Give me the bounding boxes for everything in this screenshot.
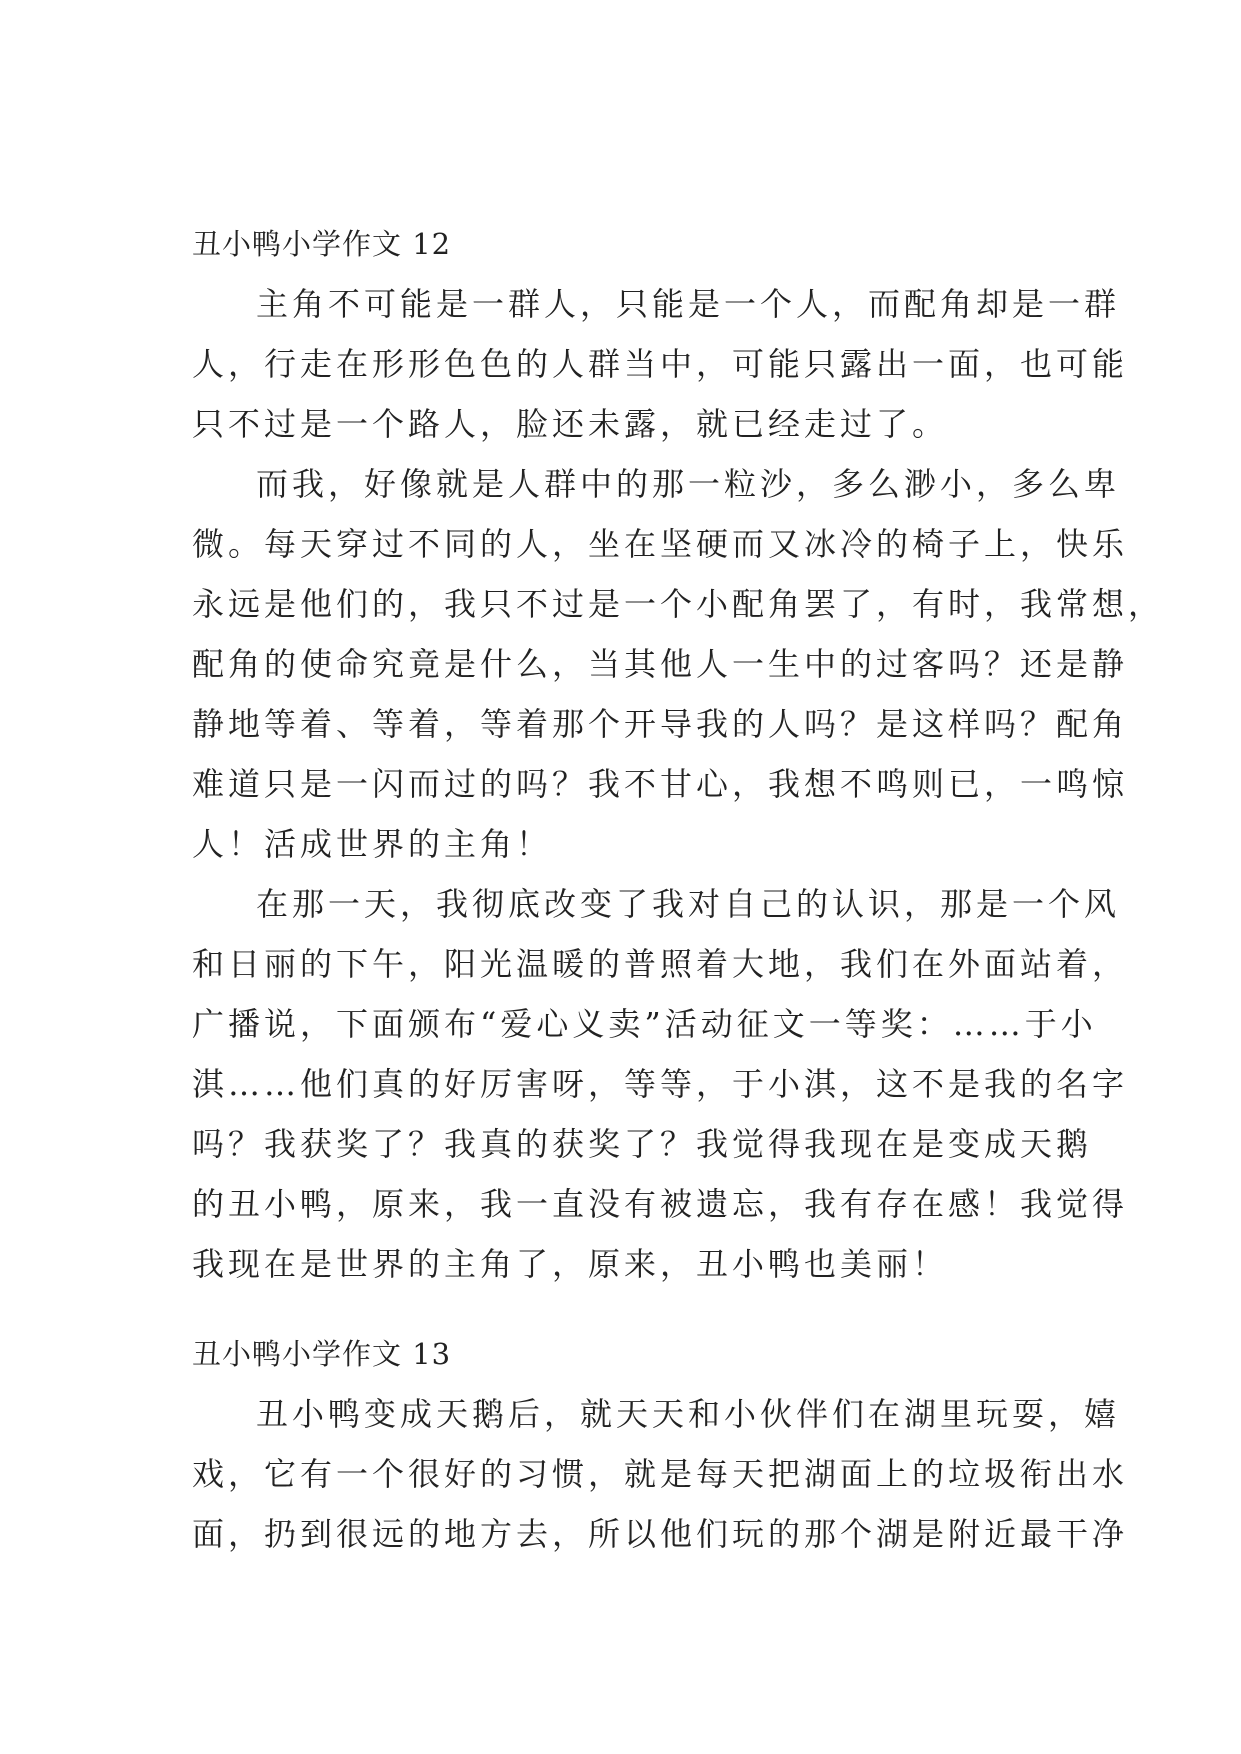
text-line: 淇……他们真的好厉害呀，等等，于小淇，这不是我的名字 <box>192 1065 1129 1103</box>
paragraph <box>192 1384 1129 1564</box>
text-line: 在那一天，我彻底改变了我对自己的认识，那是一个风 <box>256 885 1121 923</box>
paragraph <box>192 874 1129 1294</box>
text-line: 吗？我获奖了？我真的获奖了？我觉得我现在是变成天鹅 <box>192 1125 1093 1163</box>
text-line: 我现在是世界的主角了，原来，丑小鸭也美丽！ <box>192 1245 949 1283</box>
text-line: 微。每天穿过不同的人，坐在坚硬而又冰冷的椅子上，快乐 <box>192 525 1129 563</box>
text-line: 主角不可能是一群人，只能是一个人，而配角却是一群 <box>256 285 1121 323</box>
text-line: 的丑小鸭，原来，我一直没有被遗忘，我有存在感！我觉得 <box>192 1185 1129 1223</box>
paragraph <box>192 274 1129 454</box>
essay-section-13 <box>192 1324 1129 1564</box>
text-line: 和日丽的下午，阳光温暖的普照着大地，我们在外面站着， <box>192 945 1129 983</box>
text-line: 戏，它有一个很好的习惯，就是每天把湖面上的垃圾衔出水 <box>192 1455 1129 1493</box>
text-line: 永远是他们的，我只不过是一个小配角罢了，有时，我常想， <box>192 585 1165 623</box>
section-heading: 丑小鸭小学作文 12 <box>192 227 452 261</box>
text-line: 人！活成世界的主角！ <box>192 825 553 863</box>
text-line: 只不过是一个路人，脸还未露，就已经走过了。 <box>192 405 949 443</box>
text-line: 丑小鸭变成天鹅后，就天天和小伙伴们在湖里玩耍，嬉 <box>256 1395 1121 1433</box>
text-line: 人，行走在形形色色的人群当中，可能只露出一面，也可能 <box>192 345 1129 383</box>
text-line: 静地等着、等着，等着那个开导我的人吗？是这样吗？配角 <box>192 705 1129 743</box>
text-line: 面，扔到很远的地方去，所以他们玩的那个湖是附近最干净 <box>192 1515 1129 1553</box>
text-line: 配角的使命究竟是什么，当其他人一生中的过客吗？还是静 <box>192 645 1129 683</box>
text-line: 广播说，下面颁布“爱心义卖”活动征文一等奖：……于小 <box>192 1005 1097 1043</box>
text-line: 难道只是一闪而过的吗？我不甘心，我想不鸣则已，一鸣惊 <box>192 765 1129 803</box>
paragraph <box>192 454 1165 874</box>
essay-section-12 <box>192 214 1165 1294</box>
text-line: 而我，好像就是人群中的那一粒沙，多么渺小，多么卑 <box>256 465 1121 503</box>
section-heading: 丑小鸭小学作文 13 <box>192 1337 452 1371</box>
